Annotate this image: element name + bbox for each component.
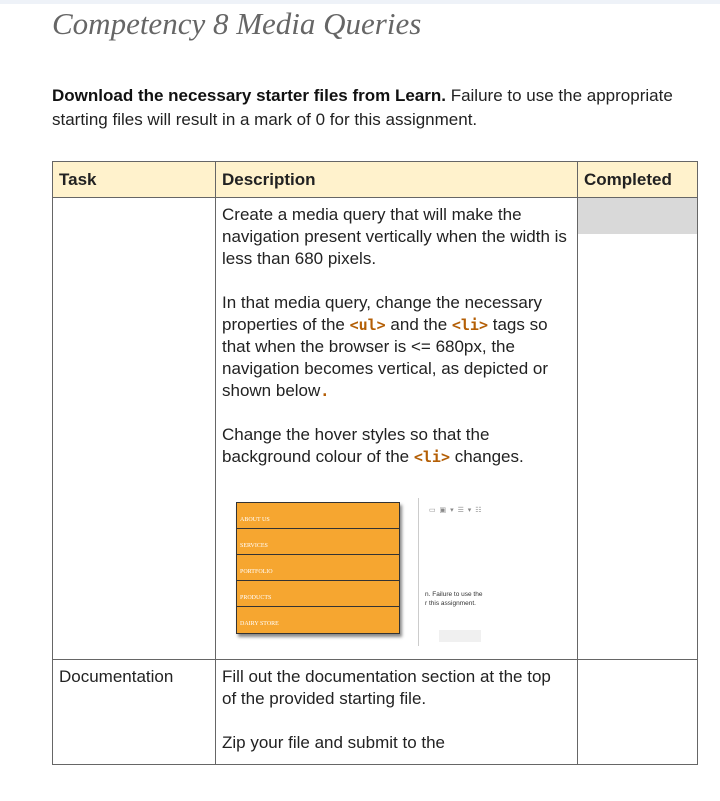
thumb-nav-item: DAIRY STORE <box>237 607 399 633</box>
thumb-nav-item: PRODUCTS <box>237 581 399 607</box>
thumb-nav-item: PORTFOLIO <box>237 555 399 581</box>
thumb-nav <box>236 502 400 634</box>
task-cell <box>53 660 216 765</box>
top-bar <box>0 0 720 4</box>
code-li: <li> <box>451 316 488 334</box>
thumb-logo-icon <box>439 630 481 642</box>
thumb-toolbar-icon: ▭ ▣ ▾ ☰ ▾ ☷ <box>429 507 483 514</box>
thumb-nav-item: SERVICES <box>237 529 399 555</box>
vertical-nav-screenshot <box>236 498 500 648</box>
header-completed: Completed <box>578 162 698 198</box>
thumb-nav-item: ABOUT US <box>237 503 399 529</box>
intro-bold: Download the necessary starter files from Learn. <box>52 86 446 105</box>
description-cell <box>216 660 578 765</box>
task-table <box>52 161 698 765</box>
table-header-row <box>53 162 698 198</box>
desc-paragraph: In that media query, change the necessary properties of the <ul> and the <li> tags so that when the browser is <= 680px, the navigation becomes vertical, as depicted or shown below. <box>222 293 549 400</box>
thumb-snippet: n. Failure to use the r this assignment. <box>425 591 483 607</box>
desc-paragraph: Create a media query that will make the navigation present vertically when the width is less than 680 pixels. <box>222 205 567 268</box>
thumb-doc-panel <box>418 498 499 646</box>
table-row <box>53 198 698 660</box>
table-row <box>53 660 698 765</box>
intro-text: Failure to use the appropriate starting files will result in a mark of 0 for this assignment. <box>52 86 673 129</box>
task-label: Documentation <box>59 667 174 686</box>
completed-shade <box>578 198 697 234</box>
completed-cell <box>578 198 698 660</box>
desc-paragraph: Fill out the documentation section at the top of the provided starting file. <box>222 667 551 708</box>
intro-paragraph <box>52 84 692 132</box>
code-ul: <ul> <box>349 316 386 334</box>
header-description: Description <box>216 162 578 198</box>
desc-paragraph: Zip your file and submit to the <box>222 733 446 752</box>
page-title: Competency 8 Media Queries <box>52 6 422 41</box>
code-li: <li> <box>413 448 450 466</box>
header-task: Task <box>53 162 216 198</box>
task-cell <box>53 198 216 660</box>
desc-paragraph: Change the hover styles so that the background colour of the <li> changes. <box>222 425 524 466</box>
completed-cell <box>578 660 698 765</box>
description-cell <box>216 198 578 660</box>
